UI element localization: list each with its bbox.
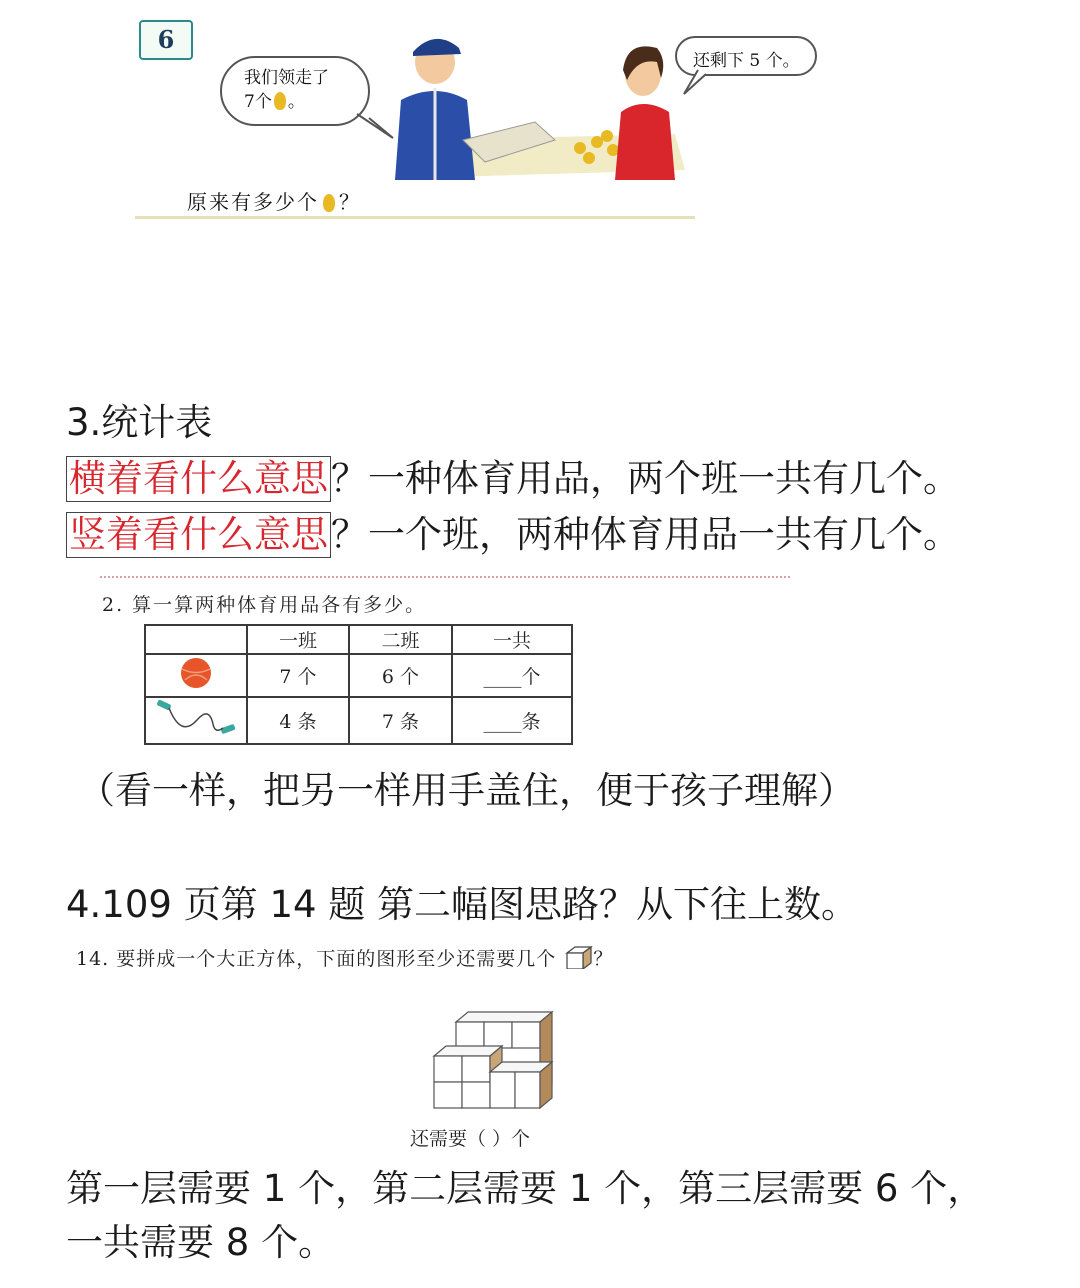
stacked-cubes-drawing [430, 1010, 566, 1114]
section3-heading: 3.统计表 [66, 401, 213, 444]
dotted-divider [100, 576, 790, 578]
column-reading-answer: ？一个班，两种体育用品一共有几个。 [331, 513, 960, 556]
row-reading-line [66, 456, 960, 502]
answer-line-1: 第一层需要 1 个，第二层需要 1 个，第三层需要 6 个， [66, 1167, 985, 1210]
table-cell: 7 条 [349, 697, 452, 744]
small-cube-icon [563, 945, 593, 969]
speech-text-line1: 我们领走了 [244, 68, 329, 88]
table-figure-title: 2. 算一算两种体育用品各有多少。 [102, 594, 427, 616]
row-reading-answer: ？一种体育用品，两个班一共有几个。 [331, 457, 960, 500]
speech-text-line2: 7个 。 [244, 92, 305, 112]
column-reading-prompt: 竖着看什么意思 [66, 512, 331, 558]
boy-and-girl-drawing [375, 30, 695, 180]
problem-14-text: 14. 要拼成一个大正方体，下面的图形至少还需要几个 ？ [76, 944, 613, 971]
pear-icon [323, 194, 335, 212]
table-cell: 6 个 [349, 654, 452, 697]
jump-rope-icon [151, 698, 241, 738]
table-tip-note: （看一样，把另一样用手盖住，便于孩子理解） [78, 769, 855, 812]
illustration-baseline [135, 216, 695, 219]
table-cell: ____个 [452, 654, 572, 697]
scene-question: 原来有多少个 ？ [187, 190, 361, 214]
row-reading-prompt: 横着看什么意思 [66, 456, 331, 502]
table-cell: 4 条 [247, 697, 349, 744]
speech-bubble-right: 还剩下 5 个。 [675, 36, 817, 76]
table-cell: 7 个 [247, 654, 349, 697]
table-header-row [145, 625, 572, 654]
table-row [145, 654, 572, 697]
table-icon-cell [145, 697, 247, 744]
table-row [145, 697, 572, 744]
cube-answer-caption: 还需要（ ）个 [410, 1128, 531, 1150]
pear-icon [274, 92, 286, 110]
page-number-badge: 6 [139, 20, 193, 60]
table-icon-cell [145, 654, 247, 697]
ball-icon [173, 656, 219, 690]
speech-bubble-left [220, 56, 370, 126]
textbook-illustration [135, 0, 800, 222]
table-header-cell: 一班 [247, 625, 349, 654]
column-reading-line [66, 512, 960, 558]
answer-line-2: 一共需要 8 个。 [66, 1221, 336, 1264]
table-header-cell: 一共 [452, 625, 572, 654]
table-header-cell: 二班 [349, 625, 452, 654]
section4-heading: 4.109 页第 14 题 第二幅图思路？从下往上数。 [66, 883, 859, 926]
sports-equipment-table [144, 624, 573, 745]
table-header-cell [145, 625, 247, 654]
table-cell: ____条 [452, 697, 572, 744]
